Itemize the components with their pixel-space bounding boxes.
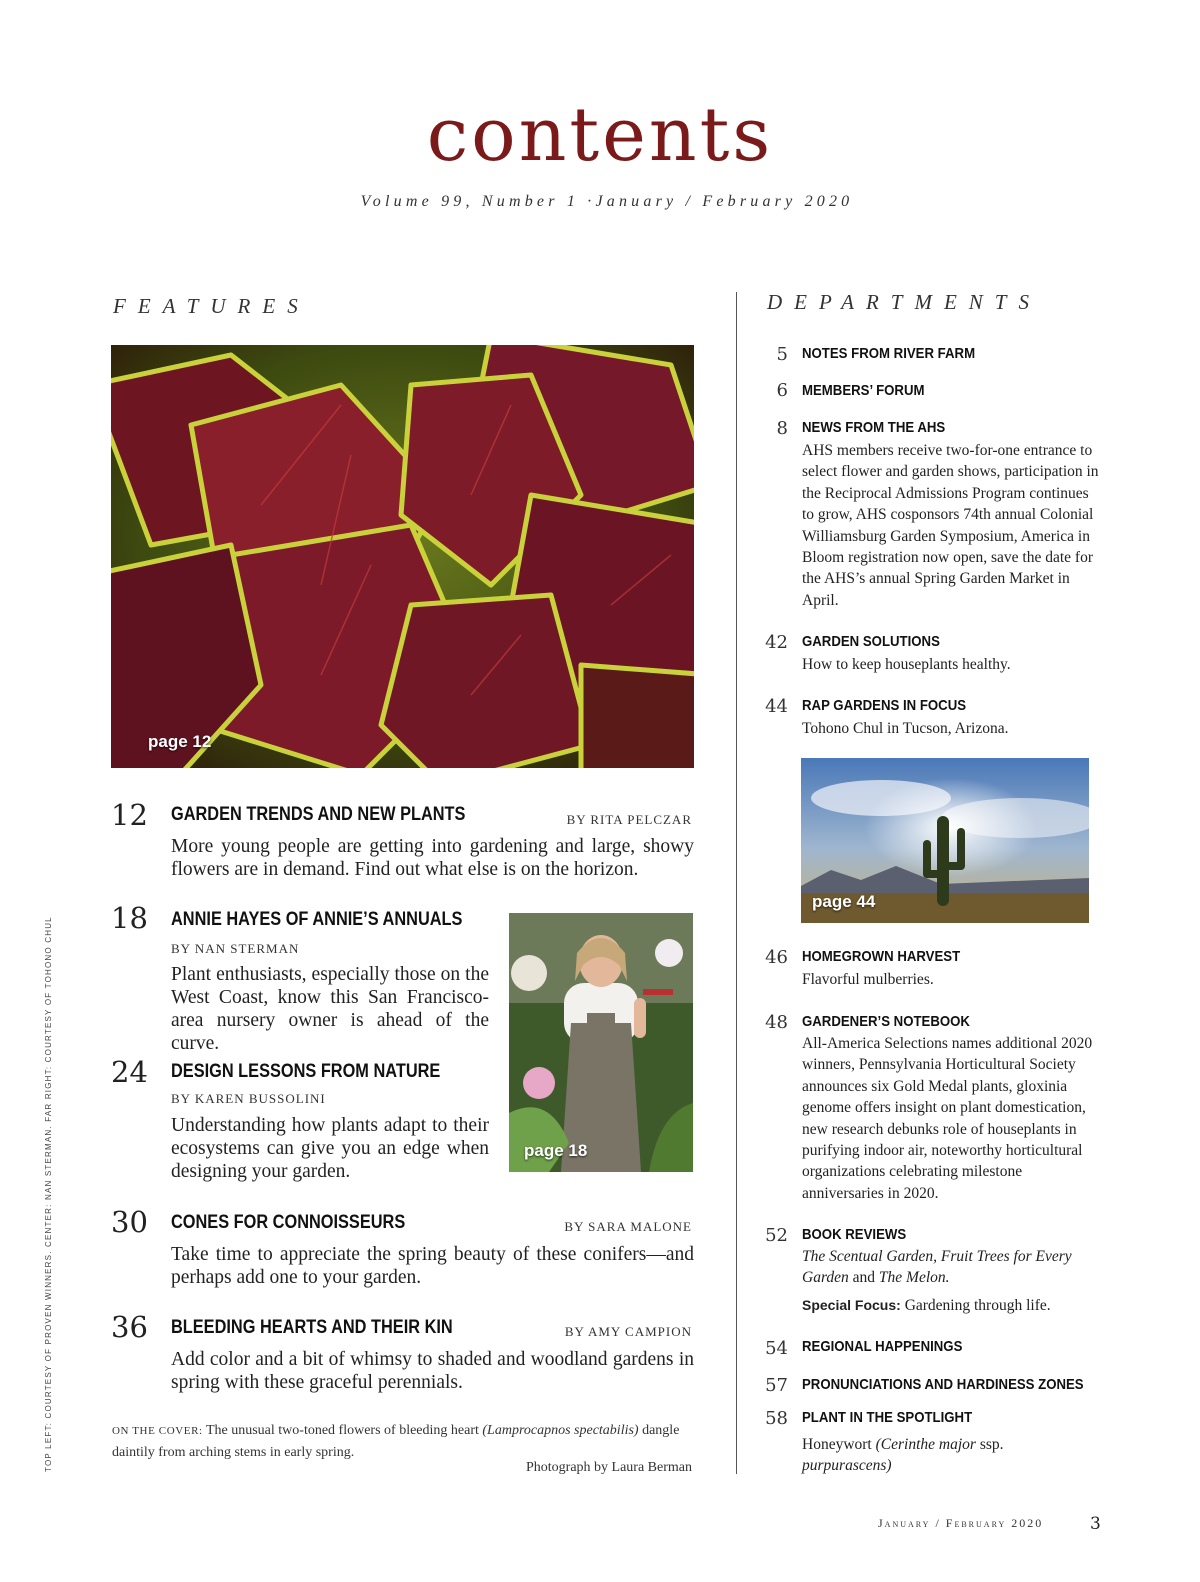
- annie-photo-label: page 18: [524, 1141, 588, 1160]
- feature-byline: BY NAN STERMAN: [171, 941, 300, 956]
- feature-description: Take time to appreciate the spring beauty of these conifers—and perhaps add one to your garden.: [171, 1244, 694, 1288]
- cover-latin-name: (Lamprocapnos spectabilis): [482, 1423, 639, 1438]
- book-and: and: [852, 1269, 876, 1287]
- dept-title[interactable]: GARDENER’S NOTEBOOK: [802, 1013, 970, 1030]
- annie-illustration: [509, 913, 693, 1172]
- special-focus-text: Gardening through life.: [904, 1297, 1051, 1314]
- plant-ssp: ssp.: [979, 1436, 1004, 1453]
- dept-page-number: 48: [765, 1012, 788, 1033]
- dept-page-number: 57: [765, 1375, 788, 1396]
- feature-title[interactable]: DESIGN LESSONS FROM NATURE: [171, 1061, 441, 1082]
- page-number: 3: [1090, 1514, 1101, 1534]
- cover-lead: ON THE COVER:: [112, 1425, 203, 1437]
- feature-page-number: 24: [111, 1055, 148, 1089]
- feature-description: Plant enthusiasts, especially those on the West Coast, know this San Francisco-area nursery owner is ahead of the curve.: [171, 964, 489, 1054]
- feature-byline: BY AMY CAMPION: [564, 1324, 692, 1339]
- dept-page-number: 6: [776, 380, 788, 401]
- feature-byline: BY SARA MALONE: [564, 1219, 692, 1234]
- tohono-chul-photo[interactable]: [801, 758, 1089, 923]
- feature-title[interactable]: GARDEN TRENDS AND NEW PLANTS: [171, 804, 466, 825]
- page-title: contents: [426, 92, 774, 178]
- cover-text: The unusual two-toned flowers of bleeding heart: [205, 1423, 479, 1438]
- feature-page-number: 36: [111, 1310, 148, 1344]
- dept-description: Tohono Chul in Tucson, Arizona.: [802, 720, 1009, 737]
- dept-page-number: 46: [765, 947, 788, 968]
- feature-page-number: 18: [111, 901, 148, 935]
- dept-page-number: 8: [776, 418, 788, 439]
- plant-common-name: Honeywort: [802, 1436, 872, 1453]
- dept-description: How to keep houseplants healthy.: [802, 656, 1011, 673]
- cover-caption: [112, 1420, 694, 1463]
- dept-description: All-America Selections names additional 2020 winners, Pennsylvania Horticultural Society announces six Gold Medal plants, gloxinia genome offers insight on plant domestication, new research debunks role of houseplants in purifying indoor air, noteworthy horticultural organizations celebrating milestone anniversaries in 2020.: [802, 1035, 1093, 1202]
- book-titles: The Scentual Garden, Fruit Trees for Every Garden: [802, 1248, 1072, 1287]
- coleus-hero-photo[interactable]: [111, 345, 694, 768]
- cover-text-end: dangle daintily from arching stems in early spring.: [112, 1423, 680, 1460]
- dept-description: [802, 1246, 1102, 1289]
- dept-page-number: 5: [776, 344, 788, 365]
- hero-photo-label: page 12: [148, 732, 212, 751]
- feature-page-number: 12: [111, 798, 148, 832]
- feature-byline: BY KAREN BUSSOLINI: [171, 1091, 326, 1106]
- coleus-illustration: [111, 345, 694, 768]
- dept-title[interactable]: BOOK REVIEWS: [802, 1226, 907, 1243]
- dept-description: [802, 1434, 1102, 1477]
- dept-title[interactable]: PLANT IN THE SPOTLIGHT: [802, 1409, 973, 1426]
- features-heading: FEATURES: [113, 294, 310, 318]
- dept-title[interactable]: PRONUNCIATIONS AND HARDINESS ZONES: [802, 1376, 1084, 1393]
- photo-credit: Photograph by Laura Berman: [525, 1460, 692, 1475]
- book-title-melon: The Melon.: [878, 1269, 950, 1287]
- photo-credits-vertical: TOP LEFT: COURTESY OF PROVEN WINNERS. CENTER: NAN STERMAN. FAR RIGHT: COURTESY OF TOHONO CHUL: [44, 916, 53, 1472]
- annie-hayes-photo[interactable]: [509, 913, 693, 1172]
- column-divider: [736, 292, 737, 1474]
- plant-latin-name: (Cerinthe major: [875, 1436, 976, 1453]
- feature-title[interactable]: BLEEDING HEARTS AND THEIR KIN: [171, 1317, 453, 1338]
- feature-description: Understanding how plants adapt to their ecosystems can give you an edge when designing your garden.: [171, 1115, 489, 1182]
- dept-title[interactable]: RAP GARDENS IN FOCUS: [802, 697, 967, 714]
- issue-line: Volume 99, Number 1 ·January / February 2020: [360, 193, 854, 210]
- tohono-photo-label: page 44: [812, 892, 876, 911]
- dept-title[interactable]: HOMEGROWN HARVEST: [802, 948, 961, 965]
- feature-page-number: 30: [111, 1205, 148, 1239]
- feature-description: Add color and a bit of whimsy to shaded and woodland gardens in spring with these graceful perennials.: [171, 1349, 694, 1393]
- dept-page-number: 52: [765, 1225, 788, 1246]
- dept-page-number: 44: [765, 696, 788, 717]
- special-focus: [802, 1295, 1102, 1316]
- dept-page-number: 54: [765, 1338, 788, 1359]
- dept-title[interactable]: MEMBERS’ FORUM: [802, 382, 925, 399]
- dept-title[interactable]: GARDEN SOLUTIONS: [802, 633, 940, 650]
- feature-description: More young people are getting into gardening and large, showy flowers are in demand. Find out what else is on the horizon.: [171, 836, 694, 880]
- plant-latin-subspecies: purpurascens): [802, 1457, 892, 1475]
- dept-title[interactable]: NOTES FROM RIVER FARM: [802, 345, 976, 362]
- feature-title[interactable]: CONES FOR CONNOISSEURS: [171, 1212, 406, 1233]
- dept-description: AHS members receive two-for-one entrance to select flower and garden shows, participation in the Reciprocal Admissions Program continues to grow, AHS cosponsors 74th annual Colonial Williamsburg Garden Symposium, America in Bloom registration now open, save the date for the AHS’s annual Spring Garden Market in April.: [802, 442, 1099, 609]
- dept-description: Flavorful mulberries.: [802, 971, 934, 988]
- departments-heading: DEPARTMENTS: [767, 290, 1041, 314]
- feature-title[interactable]: ANNIE HAYES OF ANNIE’S ANNUALS: [171, 909, 463, 930]
- special-focus-label: Special Focus:: [802, 1297, 901, 1313]
- dept-title[interactable]: NEWS FROM THE AHS: [802, 419, 946, 436]
- feature-byline: BY RITA PELCZAR: [566, 812, 692, 827]
- dept-page-number: 42: [765, 632, 788, 653]
- dept-title[interactable]: REGIONAL HAPPENINGS: [802, 1338, 963, 1355]
- footer-issue: January / February 2020: [878, 1516, 1044, 1530]
- dept-page-number: 58: [765, 1408, 788, 1429]
